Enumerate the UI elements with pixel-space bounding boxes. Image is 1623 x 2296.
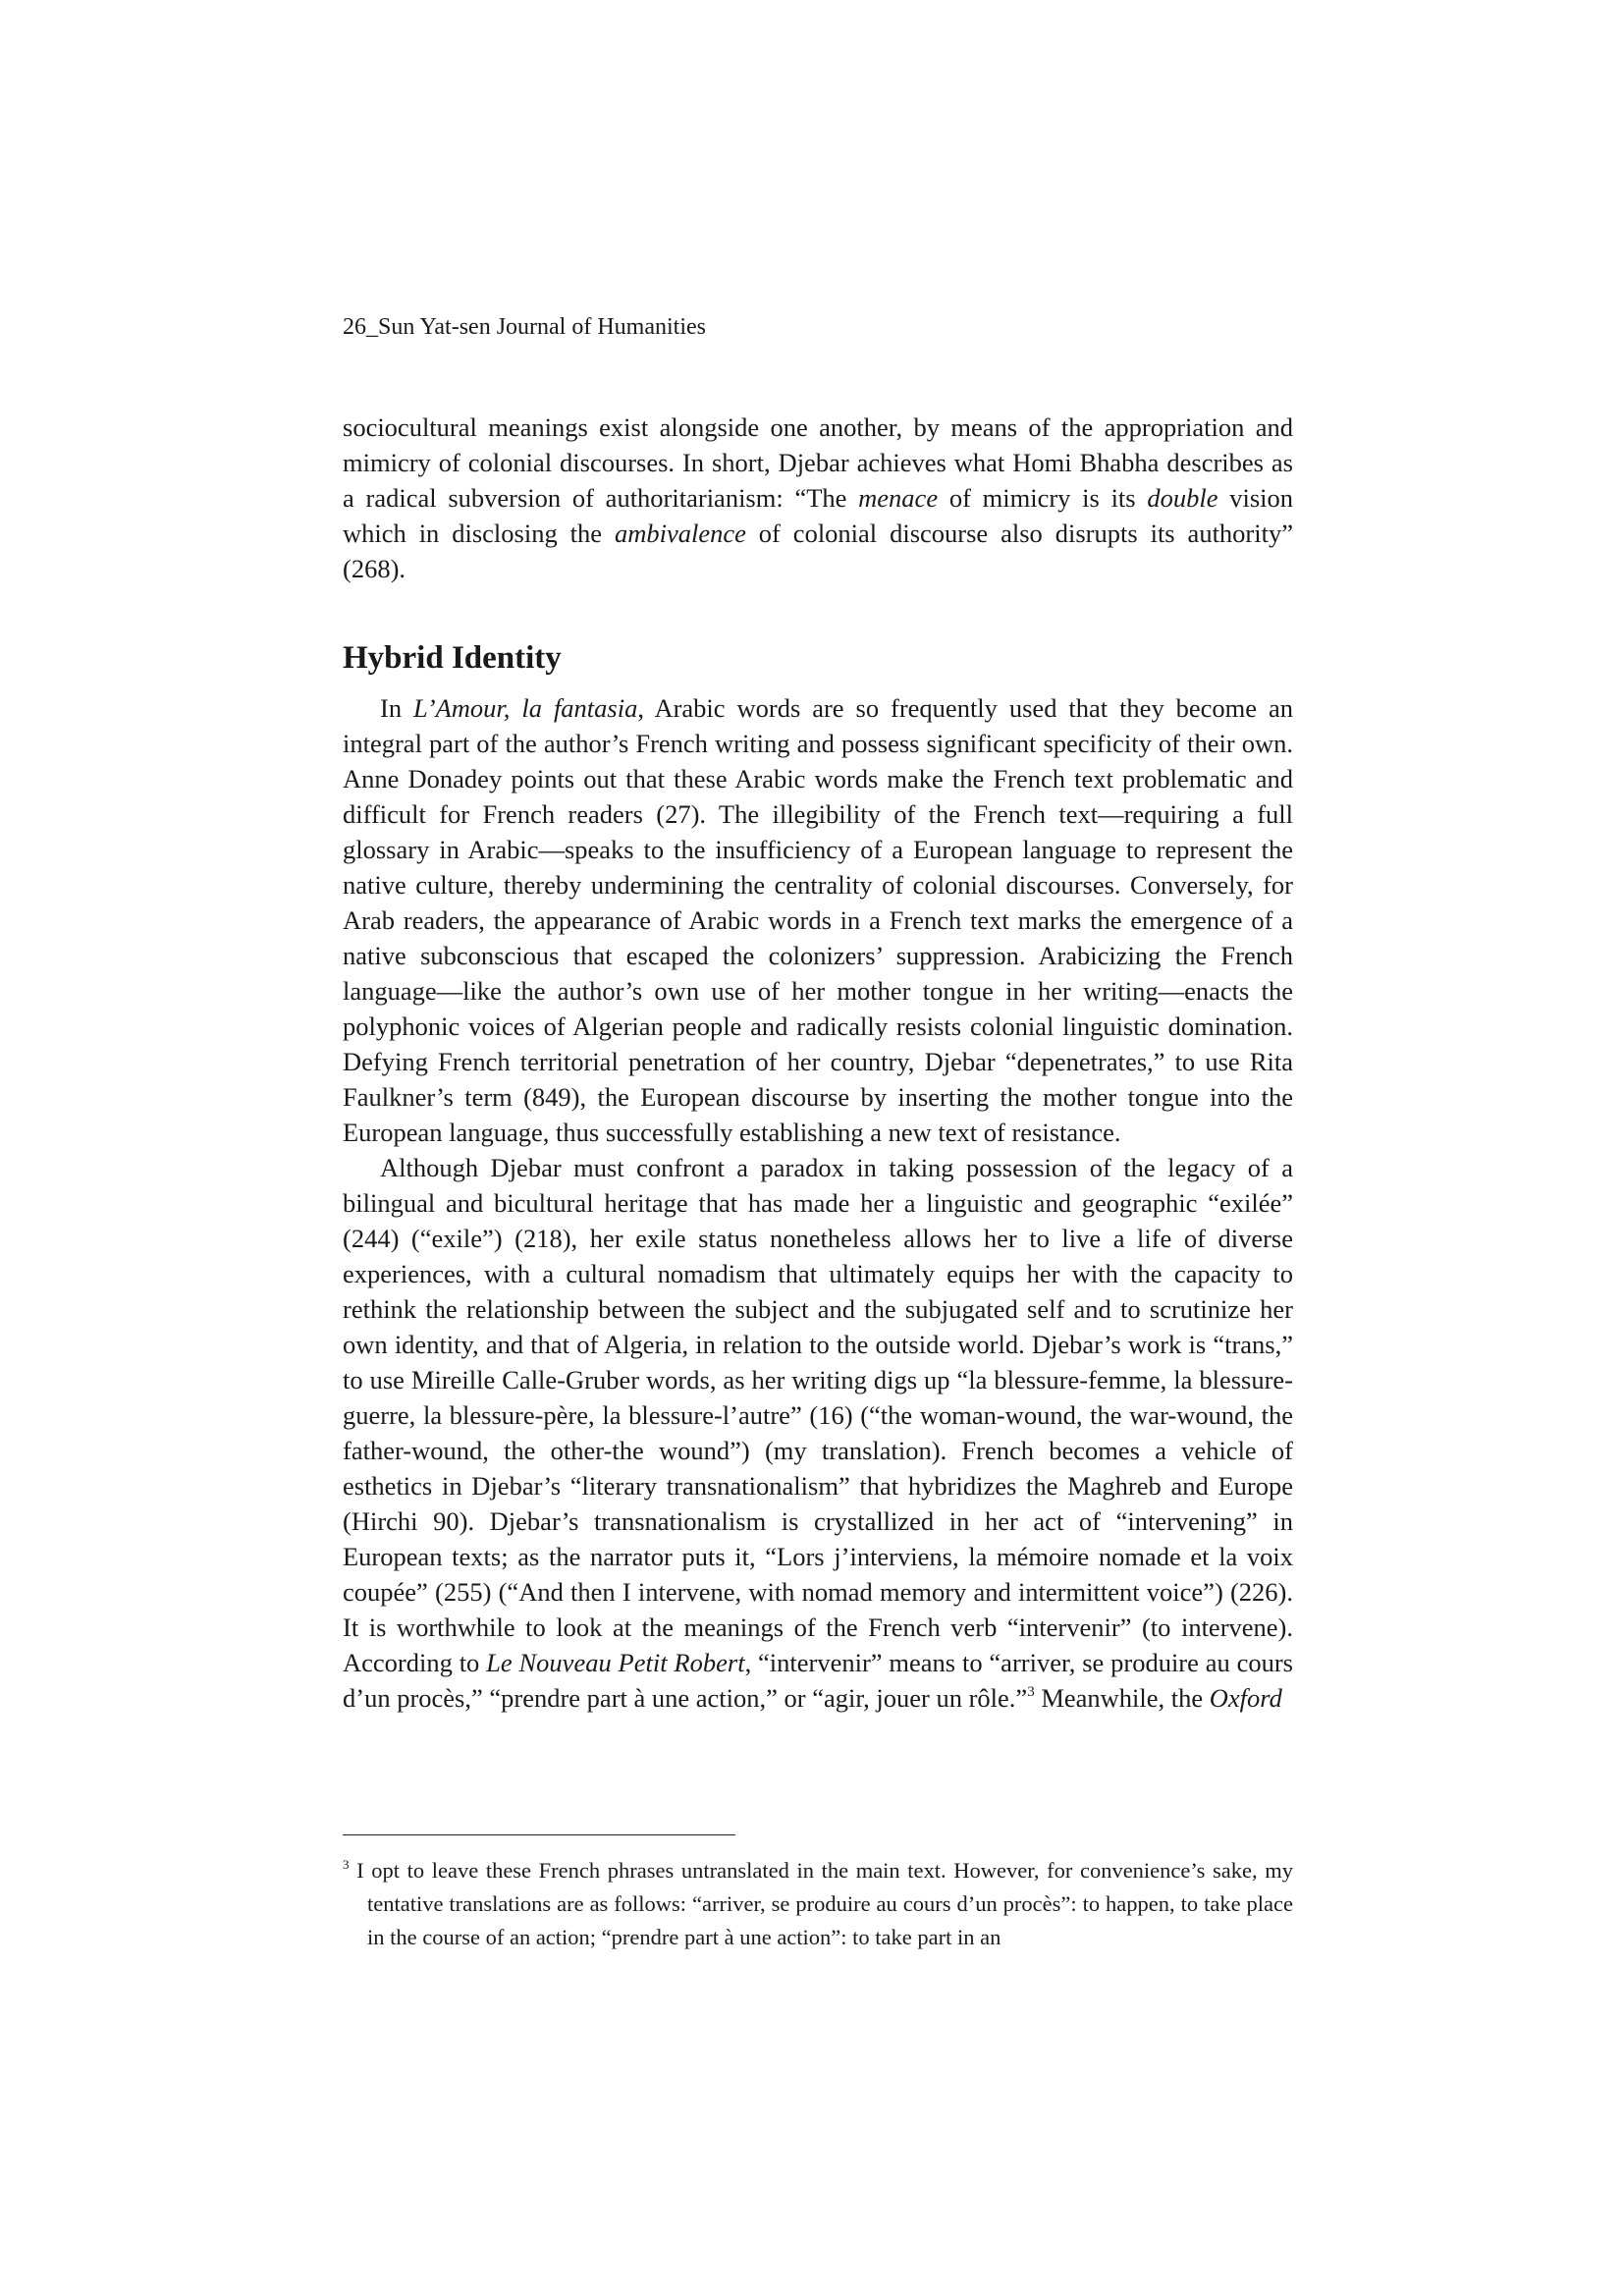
book-title-lamour: L’Amour, la fantasia [413, 693, 638, 723]
section-body [343, 690, 1293, 1716]
book-title-oxford: Oxford [1209, 1683, 1282, 1713]
intro-paragraph-block [343, 410, 1293, 586]
section-heading: Hybrid Identity [343, 640, 562, 676]
paragraph-exile: Although Djebar must confront a paradox in taking possession of the legacy of a bilingual and bicultural heritage that has made her a linguistic and geographic “exilée” (244) (“exile”) (218), her exile status nonetheless allows her to live a life of diverse experiences, with a cultural nomadism that ultimately equips her with the capacity to rethink the relationship between the subject and the subjugated self and to scrutinize her own identity, and that of Algeria, in relation to the outside world. Djebar’s work is “trans,” to use Mireille Calle-Gruber words, as her writing digs up “la blessure-femme, la blessure-guerre, la blessure-père, la blessure-l’autre” (16) (“the woman-wound, the war-wound, the father-wound, the other-the wound”) (my translation). French becomes a vehicle of esthetics in Djebar’s “literary transnationalism” that hybridizes the Maghreb and Europe (Hirchi 90). Djebar’s transnationalism is crystallized in her act of “intervening” in European texts; as the narrator puts it, “Lors j’interviens, la mémoire nomade et la voix coupée” (255) (“And then I intervene, with nomad memory and intermittent voice”) (226). It is worthwhile to look at the meanings of the French verb “intervenir” (to intervene). According to Le Nouveau Petit Robert, “intervenir” means to “arriver, se produire au cours d’un procès,” “prendre part à une action,” or “agir, jouer un rôle.”$^3$ Meanwhile, the Oxford [343, 1153, 1293, 1713]
book-title-petit-robert: Le Nouveau Petit Robert [486, 1648, 745, 1677]
footnote-marker: 3 [343, 1857, 350, 1872]
footnote-divider [343, 1834, 735, 1835]
emphasis-double: double [1147, 483, 1218, 513]
paragraph-mimicry: sociocultural meanings exist alongside one another, by means of the appropriation and mimicry of colonial discourses. In short, Djebar achieves what Homi Bhabha describes as a radical subversion of authoritarianism: “The menace of mimicry is its double vision which in disclosing the ambivalence of colonial discourse also disrupts its authority” (268). [343, 412, 1293, 583]
running-header: 26_Sun Yat-sen Journal of Humanities [343, 314, 706, 340]
emphasis-menace: menace [858, 483, 939, 513]
footnote-reference[interactable]: 3 [1027, 1684, 1035, 1700]
footnote-text: I opt to leave these French phrases untranslated in the main text. However, for convenience’s sake, my tentative translations are as follows: “arriver, se produire au cours d’un procès”: to happen, to take place in the course of an action; “prendre part à une action”: to take part in an [349, 1858, 1293, 1949]
emphasis-ambivalence: ambivalence [614, 519, 746, 548]
paragraph-arabic-words: In L’Amour, la fantasia, Arabic words are so frequently used that they become an integral part of the author’s French writing and possess significant specificity of their own. Anne Donadey points out that these Arabic words make the French text problematic and difficult for French readers (27). The illegibility of the French text—requiring a full glossary in Arabic—speaks to the insufficiency of a European language to represent the native culture, thereby undermining the centrality of colonial discourses. Conversely, for Arab readers, the appearance of Arabic words in a French text marks the emergence of a native subconscious that escaped the colonizers’ suppression. Arabicizing the French language—like the author’s own use of her mother tongue in her writing—enacts the polyphonic voices of Algerian people and radically resists colonial linguistic domination. Defying French territorial penetration of her country, Djebar “depenetrates,” to use Rita Faulkner’s term (849), the European discourse by inserting the mother tongue into the European language, thus successfully establishing a new text of resistance. [343, 693, 1293, 1147]
footnote-3 [343, 1854, 1293, 1954]
